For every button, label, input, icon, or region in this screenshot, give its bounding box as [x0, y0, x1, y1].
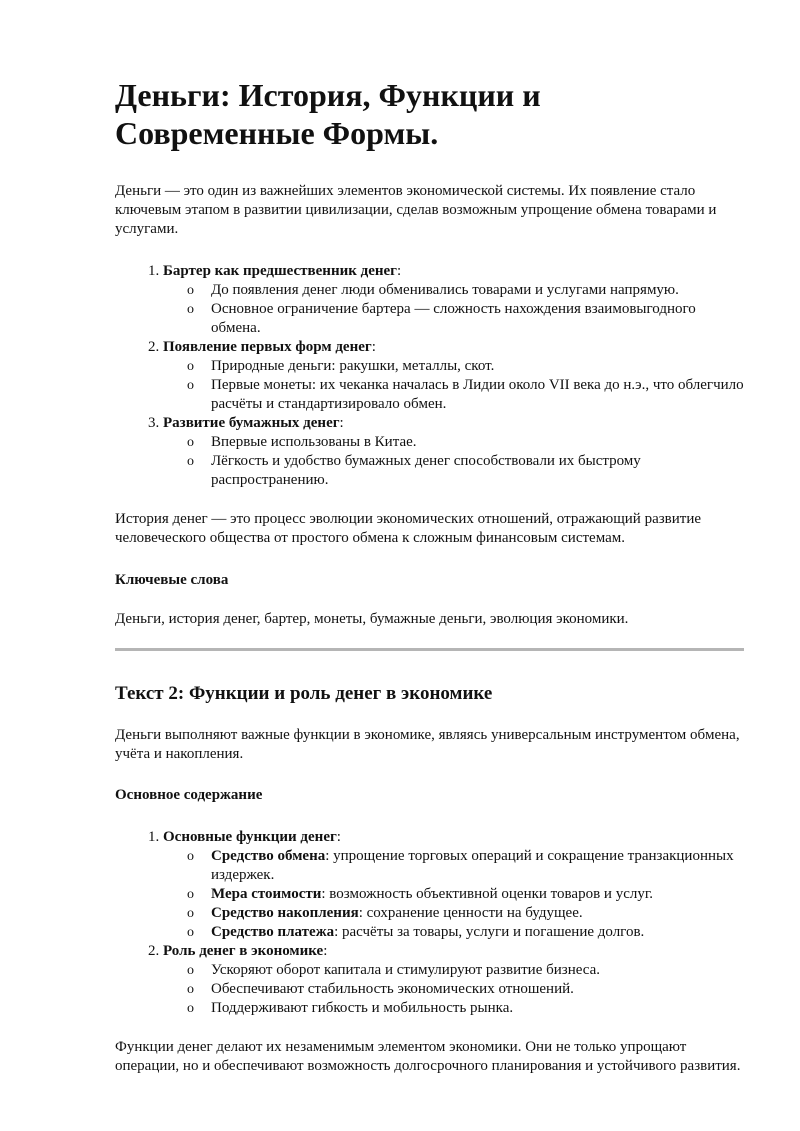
term: Средство обмена [211, 848, 326, 864]
term: Средство платежа [211, 924, 335, 940]
list-item: 3. Развитие бумажных денег: o Впервые использованы в Китае. o Лёгкость и удобство бумажных денег способствовали их быстрому распространению. [163, 414, 744, 490]
document-title [115, 76, 744, 152]
title-line-1: Деньги: История, Функции и [115, 77, 541, 113]
sub-list-item: o Ускоряют оборот капитала и стимулируют развитие бизнеса. [211, 961, 744, 980]
sub-list [163, 847, 744, 942]
sub-list [163, 961, 744, 1018]
sub-list-item [211, 885, 744, 904]
text2-intro: Деньги выполняют важные функции в экономике, являясь универсальным инструментом обмена, учёта и накопления. [115, 727, 740, 762]
sub-list-item [211, 847, 744, 885]
conclusion-paragraph: Функции денег делают их незаменимым элементом экономики. Они не только упрощают операции, но и обеспечивают возможность долгосрочного планирования и устойчивого развития. [115, 1039, 741, 1074]
sub-list-item: o Поддерживают гибкость и мобильность рынка. [211, 999, 744, 1018]
core-content-heading: Основное содержание [115, 787, 263, 803]
sub-list-item: o Впервые использованы в Китае. [211, 433, 744, 452]
sub-list [163, 357, 744, 414]
term: Средство накопления [211, 905, 359, 921]
sub-list-item: o Лёгкость и удобство бумажных денег способствовали их быстрому распространению. [211, 452, 744, 490]
list-item-heading: Развитие бумажных денег [163, 415, 340, 431]
list-item: 2. Появление первых форм денег: o Природные деньги: ракушки, металлы, скот. o Первые монеты: их чеканка началась в Лидии около VII века до н.э., что облегчило расчёты и стандартизировало обмен. [163, 338, 744, 414]
list-item: 1. Основные функции денег: o Средство обмена: упрощение торговых операций и сокращение транзакционных издержек. o Мера стоимости: возможность объективной оценки товаров и услуг. o Средство накопления: сохранение ценности на будущее. o Средство платежа: расчёты за товары, услуги и погашение долгов. [163, 828, 744, 942]
summary-paragraph: История денег — это процесс эволюции экономических отношений, отражающий развитие человеческого общества от простого обмена к сложным финансовым системам. [115, 511, 702, 546]
list-item: 1. Бартер как предшественник денег: o До появления денег люди обменивались товарами и услугами напрямую. o Основное ограничение бартера — сложность нахождения взаимовыгодного обмена. [163, 262, 744, 338]
term-text: : расчёты за товары, услуги и погашение долгов. [334, 924, 645, 940]
history-list [115, 262, 744, 490]
intro-paragraph: Деньги — это один из важнейших элементов экономической системы. Их появление стало ключевым этапом в развитии цивилизации, сделав возможным упрощение обмена товарами и услугами. [115, 183, 717, 237]
term-text: : возможность объективной оценки товаров и услуг. [321, 886, 654, 902]
sub-list-item [211, 923, 744, 942]
list-item-heading: Роль денег в экономике [163, 943, 324, 959]
keywords-heading: Ключевые слова [115, 572, 229, 588]
sub-list-item: o До появления денег люди обменивались товарами и услугами напрямую. [211, 281, 744, 300]
list-item-heading: Бартер как предшественник денег [163, 263, 397, 279]
sub-list-item [211, 904, 744, 923]
term-text: : упрощение торговых операций и сокращение транзакционных издержек. [211, 848, 734, 883]
keywords-text: Деньги, история денег, бартер, монеты, бумажные деньги, эволюция экономики. [115, 611, 629, 627]
functions-list [115, 828, 744, 1018]
term-text: : сохранение ценности на будущее. [358, 905, 583, 921]
term: Мера стоимости [211, 886, 322, 902]
list-item-heading: Появление первых форм денег [163, 339, 372, 355]
text2-title: Текст 2: Функции и роль денег в экономике [115, 683, 493, 704]
sub-list-item: o Основное ограничение бартера — сложность нахождения взаимовыгодного обмена. [211, 300, 744, 338]
list-item-heading: Основные функции денег [163, 829, 337, 845]
list-item: 2. Роль денег в экономике: o Ускоряют оборот капитала и стимулируют развитие бизнеса. o Обеспечивают стабильность экономических отношений. o Поддерживают гибкость и мобильность рынка. [163, 942, 744, 1018]
title-line-2: Современные Формы. [115, 115, 439, 151]
sub-list [163, 281, 744, 338]
sub-list-item: o Обеспечивают стабильность экономических отношений. [211, 980, 744, 999]
section-divider [115, 648, 744, 651]
sub-list-item: o Первые монеты: их чеканка началась в Лидии около VII века до н.э., что облегчило расчёты и стандартизировало обмен. [211, 376, 744, 414]
sub-list-item: o Природные деньги: ракушки, металлы, скот. [211, 357, 744, 376]
sub-list [163, 433, 744, 490]
